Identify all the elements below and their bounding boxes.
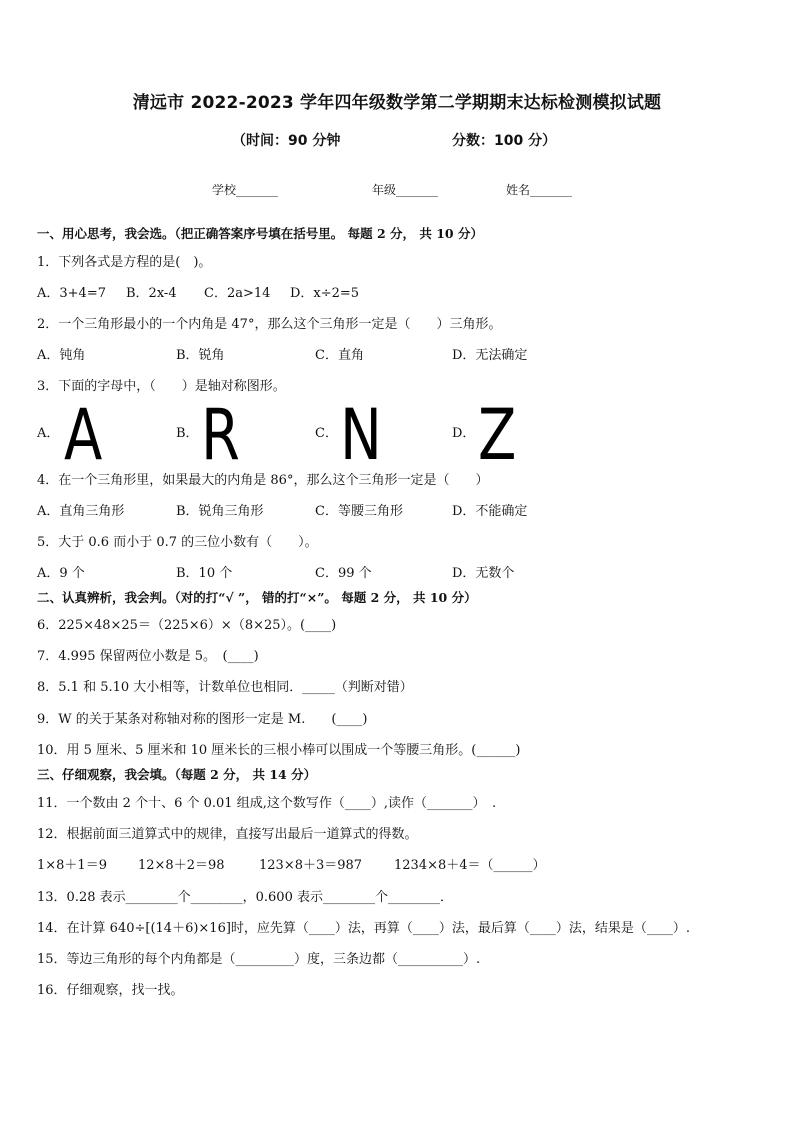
q4-option-b[interactable]: B．锐角三角形 bbox=[176, 504, 264, 519]
question-12: 12．根据前面三道算式中的规律，直接写出最后一道算式的得数。 bbox=[37, 827, 418, 842]
q12-equation-2: 12×8＋2＝98 bbox=[138, 858, 225, 873]
exam-time: （时间：90 分钟 bbox=[232, 133, 341, 149]
question-2: 2．一个三角形最小的一个内角是 47°，那么这个三角形一定是（ ）三角形。 bbox=[37, 317, 502, 332]
q1-option-d[interactable]: D．x÷2=5 bbox=[290, 286, 360, 301]
q5-option-a[interactable]: A．9 个 bbox=[37, 566, 85, 581]
question-11: 11．一个数由 2 个十、6 个 0.01 组成,这个数写作（____）,读作（_______） . bbox=[37, 796, 497, 811]
q12-equation-3: 123×8＋3＝987 bbox=[259, 858, 363, 873]
letter-z-glyph: Z bbox=[478, 394, 517, 476]
grade-field[interactable]: 年级_______ bbox=[372, 183, 439, 197]
section-heading-1: 一、用心思考，我会选。（把正确答案序号填在括号里。 每题 2 分， 共 10 分） bbox=[37, 226, 483, 241]
q1-option-b[interactable]: B．2x-4 bbox=[126, 286, 177, 301]
letter-n-glyph: N bbox=[340, 394, 382, 476]
q3-option-c[interactable]: C． bbox=[315, 426, 338, 441]
q1-option-a[interactable]: A．3+4=7 bbox=[37, 286, 106, 301]
q5-option-d[interactable]: D．无数个 bbox=[452, 566, 515, 581]
q3-option-d[interactable]: D． bbox=[452, 426, 476, 441]
q12-equation-1: 1×8＋1＝9 bbox=[37, 858, 107, 873]
question-14: 14．在计算 640÷[(14＋6)×16]时，应先算（____）法，再算（____）法，最后算（____）法，结果是（____）. bbox=[37, 921, 691, 936]
question-9: 9．W 的关于某条对称轴对称的图形一定是 M. (____) bbox=[37, 712, 368, 727]
question-7: 7．4.995 保留两位小数是 5。 (____) bbox=[37, 649, 259, 664]
q2-option-a[interactable]: A．钝角 bbox=[37, 348, 86, 363]
q3-option-b[interactable]: B． bbox=[176, 426, 199, 441]
q2-option-b[interactable]: B．锐角 bbox=[176, 348, 225, 363]
q1-option-c[interactable]: C．2a>14 bbox=[204, 286, 271, 301]
question-1: 1．下列各式是方程的是( )。 bbox=[37, 255, 212, 270]
q4-option-d[interactable]: D．不能确定 bbox=[452, 504, 528, 519]
name-field[interactable]: 姓名_______ bbox=[506, 183, 573, 197]
question-13: 13．0.28 表示________个________，0.600 表示________个________． bbox=[37, 890, 453, 905]
question-8: 8．5.1 和 5.10 大小相等，计数单位也相同．_____（判断对错） bbox=[37, 680, 413, 695]
section-heading-3: 三、仔细观察，我会填。（每题 2 分， 共 14 分） bbox=[37, 767, 317, 782]
page-title: 清远市 2022-2023 学年四年级数学第二学期期末达标检测模拟试题 bbox=[132, 93, 662, 113]
school-field[interactable]: 学校_______ bbox=[212, 183, 279, 197]
question-6: 6．225×48×25＝（225×6）×（8×25）。(____) bbox=[37, 618, 337, 633]
exam-score: 分数：100 分） bbox=[452, 133, 557, 149]
q2-option-c[interactable]: C．直角 bbox=[315, 348, 364, 363]
question-5: 5．大于 0.6 而小于 0.7 的三位小数有（ ）。 bbox=[37, 535, 318, 550]
question-3: 3．下面的字母中，（ ）是轴对称图形。 bbox=[37, 379, 286, 394]
question-16: 16．仔细观察，找一找。 bbox=[37, 983, 184, 998]
q5-option-c[interactable]: C．99 个 bbox=[315, 566, 372, 581]
q3-option-a[interactable]: A． bbox=[37, 426, 60, 441]
section-heading-2: 二、认真辨析，我会判。（对的打“√ ”， 错的打“×”。 每题 2 分， 共 10 分） bbox=[37, 590, 477, 605]
q2-option-d[interactable]: D．无法确定 bbox=[452, 348, 528, 363]
question-10: 10．用 5 厘米、5 厘米和 10 厘米长的三根小棒可以围成一个等腰三角形。(______) bbox=[37, 743, 521, 758]
letter-r-glyph: R bbox=[201, 394, 240, 476]
question-15: 15．等边三角形的每个内角都是（_________）度，三条边都（__________）. bbox=[37, 952, 481, 967]
letter-a-glyph: A bbox=[64, 394, 103, 476]
question-4: 4．在一个三角形里，如果最大的内角是 86°，那么这个三角形一定是（ ） bbox=[37, 473, 489, 488]
q4-option-a[interactable]: A．直角三角形 bbox=[37, 504, 125, 519]
q5-option-b[interactable]: B．10 个 bbox=[176, 566, 233, 581]
q4-option-c[interactable]: C．等腰三角形 bbox=[315, 504, 403, 519]
q12-equation-4: 1234×8＋4＝（______） bbox=[394, 858, 546, 873]
